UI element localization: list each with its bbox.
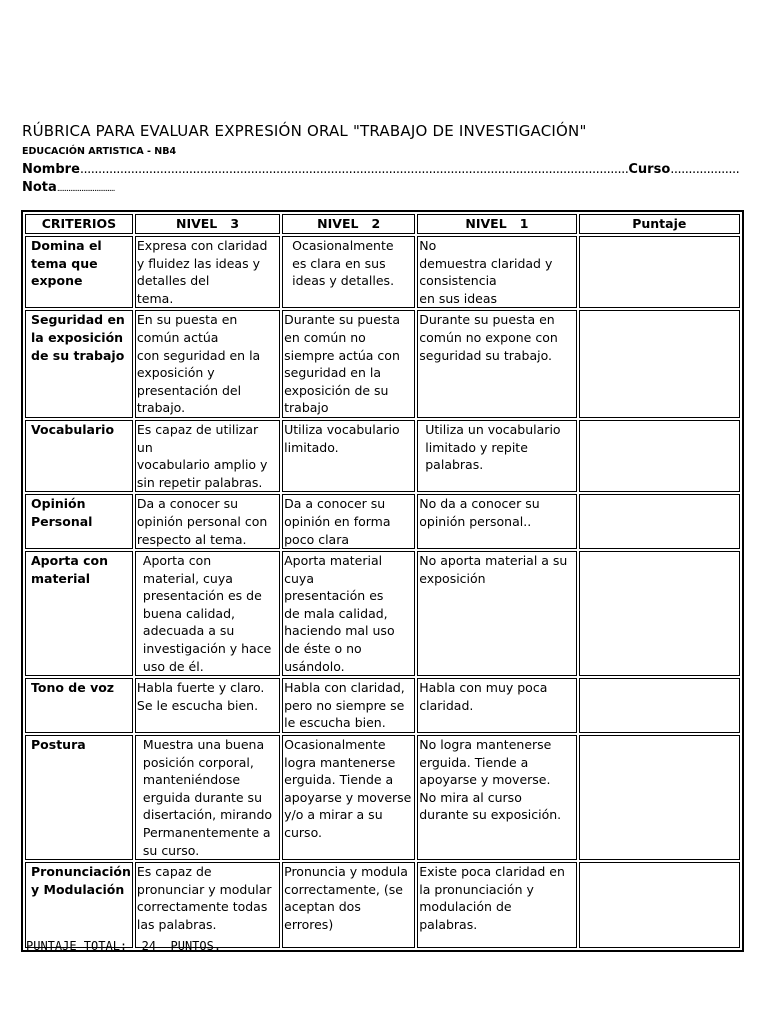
nivel-2-cell: Habla con claridad, pero no siempre se le escucha bien. — [282, 678, 415, 733]
nota-field[interactable]: ............................... — [56, 184, 115, 194]
nivel-2-cell: Ocasionalmente logra mantenerse erguida. Tiende a apoyarse y moverse y/o a mirar a su curso. — [282, 735, 415, 860]
nivel-3-cell: Muestra una buena posición corporal, manteniéndose erguida durante su disertación, mirando Permanentemente a su curso. — [135, 735, 280, 860]
column-header-criterios: CRITERIOS — [25, 214, 133, 234]
name-course-line — [22, 162, 746, 177]
nivel-2-cell: Ocasionalmente es clara en sus ideas y detalles. — [282, 236, 415, 308]
nivel-3-cell: Es capaz de utilizar un vocabulario amplio y sin repetir palabras. — [135, 420, 280, 492]
table-row — [25, 310, 740, 418]
curso-field[interactable]: ................... — [670, 162, 740, 177]
rubric-table — [21, 210, 744, 952]
total-score-note: PUNTAJE TOTAL: 24 PUNTOS. — [26, 939, 222, 953]
subject-subtitle: EDUCACIÓN ARTISTICA - NB4 — [22, 146, 177, 157]
nivel-1-cell: No da a conocer su opinión personal.. — [417, 494, 576, 549]
column-header-nivel-1: NIVEL 1 — [417, 214, 576, 234]
nota-label: Nota — [22, 180, 57, 195]
column-header-nivel-2: NIVEL 2 — [282, 214, 415, 234]
nivel-2-cell: Aporta material cuya presentación es de mala calidad, haciendo mal uso de éste o no usándolo. — [282, 551, 415, 676]
table-row — [25, 862, 740, 948]
criterion-cell: Aporta con material — [25, 551, 133, 676]
criterion-cell: Domina el tema que expone — [25, 236, 133, 308]
score-cell[interactable] — [579, 236, 740, 308]
score-cell[interactable] — [579, 862, 740, 948]
header-row — [25, 214, 740, 234]
score-cell[interactable] — [579, 494, 740, 549]
nivel-3-cell: Habla fuerte y claro. Se le escucha bien. — [135, 678, 280, 733]
nivel-3-cell: En su puesta en común actúa con seguridad en la exposición y presentación del trabajo. — [135, 310, 280, 418]
nivel-1-cell: No logra mantenerse erguida. Tiende a apoyarse y moverse. No mira al curso durante su exposición. — [417, 735, 576, 860]
nivel-2-cell: Utiliza vocabulario limitado. — [282, 420, 415, 492]
nombre-label: Nombre — [22, 162, 80, 177]
nivel-2-cell: Da a conocer su opinión en forma poco clara — [282, 494, 415, 549]
page-title: RÚBRICA PARA EVALUAR EXPRESIÓN ORAL "TRABAJO DE INVESTIGACIÓN" — [22, 122, 587, 140]
table-row — [25, 735, 740, 860]
nivel-1-cell: Durante su puesta en común no expone con seguridad su trabajo. — [417, 310, 576, 418]
nivel-3-cell: Da a conocer su opinión personal con respecto al tema. — [135, 494, 280, 549]
criterion-cell: Pronunciación y Modulación — [25, 862, 133, 948]
nivel-2-cell: Pronuncia y modula correctamente, (se aceptan dos errores) — [282, 862, 415, 948]
table-row — [25, 236, 740, 308]
criterion-cell: Opinión Personal — [25, 494, 133, 549]
nivel-3-cell: Aporta con material, cuya presentación es de buena calidad, adecuada a su investigación y hace uso de él. — [135, 551, 280, 676]
score-cell[interactable] — [579, 551, 740, 676]
curso-label: Curso — [628, 162, 671, 177]
nombre-field[interactable]: ....................................................................................................................................................... — [79, 162, 629, 177]
nivel-1-cell: No aporta material a su exposición — [417, 551, 576, 676]
criterion-cell: Seguridad en la exposición de su trabajo — [25, 310, 133, 418]
table-row — [25, 678, 740, 733]
table-row — [25, 494, 740, 549]
nivel-1-cell: Utiliza un vocabulario limitado y repite palabras. — [417, 420, 576, 492]
criterion-cell: Tono de voz — [25, 678, 133, 733]
criterion-cell: Vocabulario — [25, 420, 133, 492]
table-row — [25, 420, 740, 492]
nivel-2-cell: Durante su puesta en común no siempre actúa con seguridad en la exposición de su trabajo — [282, 310, 415, 418]
nivel-1-cell: No demuestra claridad y consistencia en sus ideas — [417, 236, 576, 308]
score-cell[interactable] — [579, 310, 740, 418]
table-row — [25, 551, 740, 676]
score-cell[interactable] — [579, 678, 740, 733]
nivel-3-cell: Es capaz de pronunciar y modular correctamente todas las palabras. — [135, 862, 280, 948]
score-cell[interactable] — [579, 735, 740, 860]
nivel-3-cell: Expresa con claridad y fluidez las ideas y detalles del tema. — [135, 236, 280, 308]
column-header-nivel-3: NIVEL 3 — [135, 214, 280, 234]
grade-line — [22, 180, 115, 195]
nivel-1-cell: Habla con muy poca claridad. — [417, 678, 576, 733]
nivel-1-cell: Existe poca claridad en la pronunciación y modulación de palabras. — [417, 862, 576, 948]
column-header-puntaje: Puntaje — [579, 214, 740, 234]
criterion-cell: Postura — [25, 735, 133, 860]
score-cell[interactable] — [579, 420, 740, 492]
